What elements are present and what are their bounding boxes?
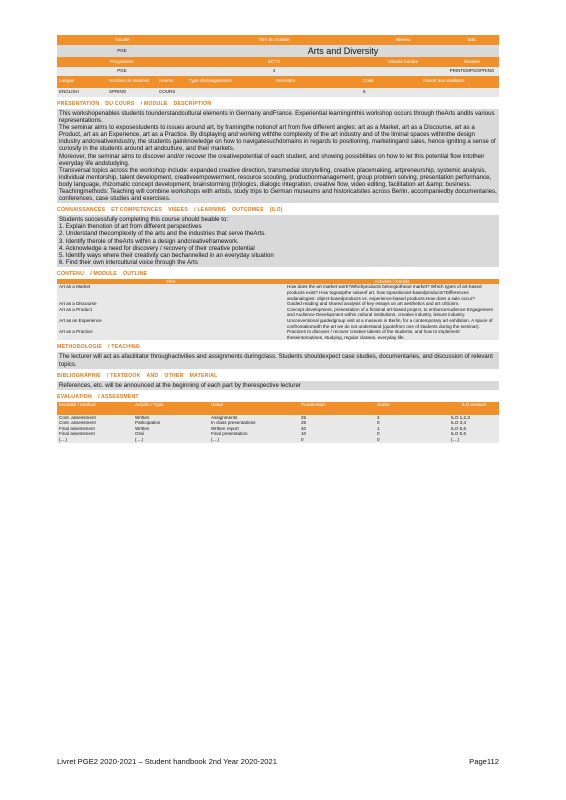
eval-cell: 1	[377, 425, 380, 431]
outline-detail: Practices to discover / recover creative talents of the students, and how to implement theseintoroutines, studying, regular classes, everyday life.	[287, 329, 460, 340]
eval-cell: (....)	[451, 437, 460, 443]
header-label-sessions: Nombre de seances	[109, 78, 150, 83]
ilo-item: 4. Acknowledge a need for discovery / recovery of their creative potential	[59, 244, 255, 252]
header-label-faculty: Faculte	[114, 37, 130, 42]
header-label-teaching-type: Type d'enseignement	[189, 78, 232, 83]
header-row-4	[57, 67, 499, 76]
eval-col-duration: Duree	[377, 401, 390, 407]
header-value-type: COURS	[159, 89, 176, 94]
header-label-level: Niveau	[395, 37, 410, 42]
header-label-code: Code	[363, 78, 374, 83]
header-row-3	[57, 57, 499, 67]
eval-cell: 25	[301, 420, 307, 426]
header-value-teaching	[187, 88, 274, 97]
eval-cell: Cont. assessment	[59, 420, 96, 426]
table-row	[57, 284, 499, 301]
eval-cell: ILO 5,6	[451, 431, 467, 437]
eval-cell: 0	[377, 431, 380, 437]
header-value-hours	[361, 67, 445, 76]
evaluation-heading	[57, 393, 499, 402]
header-value-programme: PGE	[117, 68, 127, 73]
eval-col-weight: Ponderation	[301, 401, 326, 407]
eval-cell: 25	[301, 414, 307, 420]
table-row	[57, 437, 499, 443]
eval-col-type: Activite / Type	[135, 401, 164, 407]
header-label-session: Session	[463, 59, 480, 64]
header-row-1	[57, 35, 499, 45]
heading-part: OUTLINE	[123, 270, 148, 277]
ilo-text	[57, 215, 499, 267]
ilo-item: 3. Identify therole of theArts within a design andcreativeframework.	[59, 237, 239, 245]
header-value-language: ENGLISH	[59, 89, 79, 94]
eval-col-detail: Detail	[211, 401, 223, 407]
presentation-heading	[57, 100, 499, 109]
header-value-code: 6	[363, 89, 366, 94]
outline-detail: How does the art market work?Whichproducts belongtotheart market? Which types of art-based products exist? How tograspthe valueof art, how topositionart-basedproducts?Differences andanalogies: object-basedproducts vs. experience-based products.How does a sale occur?	[287, 284, 482, 301]
ilo-heading	[57, 206, 499, 215]
page-number: Page112	[469, 757, 499, 766]
bibliography-paragraph: References, etc. will be announced at the beginning of each part by therespective lecturer	[59, 381, 301, 389]
header-label-open-to: Ouvert aux etudiants	[423, 78, 465, 83]
eval-cell: (....)	[135, 437, 144, 443]
course-sheet	[57, 35, 499, 443]
heading-part: METHODOLOGIE	[57, 344, 103, 351]
eval-cell: ILO 5,6	[451, 425, 467, 431]
outline-detail: Guided reading and shared analysis of key essays on art aesthetics and art criticism.	[287, 301, 460, 307]
footer-title: Livret PGE2 2020-2021 – Student handbook 2nd Year 2020-2021	[57, 757, 277, 766]
eval-cell: Final presentation	[211, 431, 248, 437]
heading-part: MATERIAL	[189, 372, 218, 379]
eval-cell: In class presentations	[211, 420, 256, 426]
outline-heading	[57, 270, 499, 279]
header-label-semester: Semestre	[276, 78, 296, 83]
outline-col-detail: Activites / Details	[374, 278, 410, 284]
header-label-hours: Volume horaire	[387, 59, 419, 64]
presentation-paragraph: Transversal topics across the workshop include: expanded creative direction, transmedial storytelling, creative placemaking, artpreneurship, systemic analysis, individual mentorship, talent development, creativeempowerment, resource scouting, productionmanagement, group problem solving, presentation performance, body language, rhizomatic concept development, brainstorming (tri)logics, dialogic integration, creative flow, video editing, facilitation art &amp; business.	[59, 166, 492, 188]
eval-cell: (....)	[211, 437, 220, 443]
eval-cell: Cont. assessment	[59, 414, 96, 420]
heading-part: AND	[146, 372, 159, 379]
table-row	[57, 318, 499, 329]
eval-cell: Oral	[135, 431, 144, 437]
heading-part: / LEARNING	[194, 207, 227, 214]
eval-cell: Participation	[135, 420, 161, 426]
header-value-ects: 4	[272, 68, 276, 73]
module-title: Arts and Diversity	[307, 46, 379, 56]
eval-col-ilo: ILO evalues	[461, 401, 487, 407]
eval-col-method: Modalite / Method	[59, 401, 96, 407]
heading-part: CONNAISSANCES	[57, 207, 106, 214]
methodology-paragraph: The lecturer will act as afacilitator throughactivities and assignments duringclass. Students shouldexpect case studies, documentaries, and discussion of relevant topics.	[59, 353, 493, 368]
header-label-ects: ECTS	[267, 59, 280, 64]
eval-cell: 40	[301, 425, 307, 431]
bibliography-text	[57, 381, 499, 390]
heading-part: / MODULE	[90, 270, 118, 277]
table-row	[57, 329, 499, 340]
heading-part: ET COMPETENCES	[111, 207, 163, 214]
header-row-5	[57, 76, 499, 88]
eval-cell: 2	[377, 414, 380, 420]
heading-part: / ASSESSMENT	[97, 393, 139, 400]
eval-cell: Final assessment	[59, 425, 95, 431]
eval-cell: ILO 1,2,3	[451, 414, 470, 420]
heading-part: CONTENU	[57, 270, 85, 277]
heading-part: BIBLIOGRAPHIE	[57, 372, 101, 379]
outline-detail: Unconventional guidedgroup visit at a museum in Berlin, for a contemporary art exhibition. A space of confrontationwith the art we do not understand (quotefrom one of students during the seminar).	[287, 318, 493, 329]
eval-cell: Written report	[211, 425, 239, 431]
heading-part: VISEES	[168, 207, 189, 214]
presentation-paragraph: Moreover, the seminar aims to discover and/or recover the creativepotential of each student, and showing possibilities on how to let this potential flow intotheir everyday life andstudying.	[59, 152, 485, 167]
ilo-item: 2. Understand thecomplexity of the arts and the industries that serve theArts.	[59, 230, 266, 238]
eval-cell: Assignments	[211, 414, 238, 420]
header-label-programme: Programme	[110, 59, 134, 64]
evaluation-header-row	[57, 402, 499, 415]
eval-cell: 10	[301, 431, 307, 437]
header-label-language: Langue	[59, 78, 75, 83]
header-label-msc: MSc	[467, 37, 477, 42]
presentation-paragraph: This workshopenables students tounderstandcultural elements in Germany andFrance. Experiential learninginthis workshop occurs through theArts andits various representations.	[59, 110, 495, 125]
outline-title: Art as a Discourse	[59, 301, 97, 307]
presentation-paragraph: Teachingmethods: Teaching will combine workshops with artists, study trips to German museums and historicalsites across Berlin, accompaniedby documentaries, conferences, case studies and exercises.	[59, 188, 497, 203]
eval-cell: 0	[377, 420, 380, 426]
header-value-semester	[274, 88, 361, 97]
header-value-faculty: PGE	[117, 48, 127, 53]
eval-cell: ILO 3,4	[451, 420, 467, 426]
heading-part: PRESENTATION	[57, 101, 100, 107]
heading-part: DU COURS	[105, 101, 135, 107]
outline-title: Art as a Product	[59, 306, 92, 312]
outline-detail: Concept development, presentation of a fictional art-based project, to enhanceAudience Engagement and Audience Development within cultural institutions, creative industry, leisure industry.	[287, 306, 493, 318]
outline-title: Art as an Experience	[59, 318, 102, 324]
outline-col-title: Titre	[166, 278, 176, 284]
eval-cell: Final assessment	[59, 431, 95, 437]
eval-cell: Written	[135, 425, 150, 431]
ilo-item: 1. Explain thenotion of art from different perspectives	[59, 223, 202, 231]
page-footer	[57, 757, 499, 766]
presentation-text	[57, 109, 499, 203]
heading-part: OUTCOMES	[232, 207, 264, 214]
header-label-hours-2: Heures	[159, 78, 174, 83]
methodology-heading	[57, 343, 499, 352]
heading-part: / MODULE	[140, 101, 168, 107]
eval-cell: 0	[301, 437, 304, 443]
eval-cell: (....)	[59, 437, 68, 443]
header-row-2	[57, 45, 499, 57]
methodology-text	[57, 352, 499, 368]
heading-part: OTHER	[164, 372, 184, 379]
outline-title: Art as a Market	[59, 284, 91, 290]
heading-part: (ILO)	[269, 207, 283, 214]
bibliography-heading	[57, 372, 499, 381]
outline-table	[57, 279, 499, 341]
outline-title: Art as a Practice	[59, 329, 93, 335]
ilo-item: 5. Identify ways where their creativity can bechannelled in an everyday situation	[59, 251, 274, 259]
heading-part: DESCRIPTION	[173, 101, 212, 107]
heading-part: EVALUATION	[57, 393, 92, 400]
header-value-sessions: SPRING	[109, 89, 127, 94]
eval-cell: 0	[377, 437, 380, 443]
header-row-6	[57, 88, 499, 97]
presentation-paragraph: The seminar aims to exposestudents to issues around art, by framingthe notionof art from five different angles: art as a Market, art as a Discourse, art as a Product, art as an Experience, art as a Practice. By displaying and working withthe complexity of the art industry and of the liminal spaces withinthe design industry andcreativeindustry, the students gainknowledge on how to navigatesuchdomains in regards to positioning, marketingand sales, hence igniting a sense of curiosity in the students around art andculture, and their markets.	[59, 124, 496, 153]
header-value-open-to	[421, 88, 499, 97]
heading-part: / TEXTBOOK	[106, 372, 141, 379]
heading-part: / TEACHING	[108, 344, 141, 351]
eval-cell: Written	[135, 414, 150, 420]
ilo-item: 6. Find their own intercultural voice through the Arts	[59, 258, 198, 266]
header-value-session: PRINTEMPS/SPRING	[449, 68, 495, 73]
evaluation-table	[57, 402, 499, 443]
ilo-intro: Students successfully completing this course should beable to:	[59, 216, 229, 224]
table-row	[57, 307, 499, 318]
header-label-module-title: Titre du module	[258, 37, 290, 42]
